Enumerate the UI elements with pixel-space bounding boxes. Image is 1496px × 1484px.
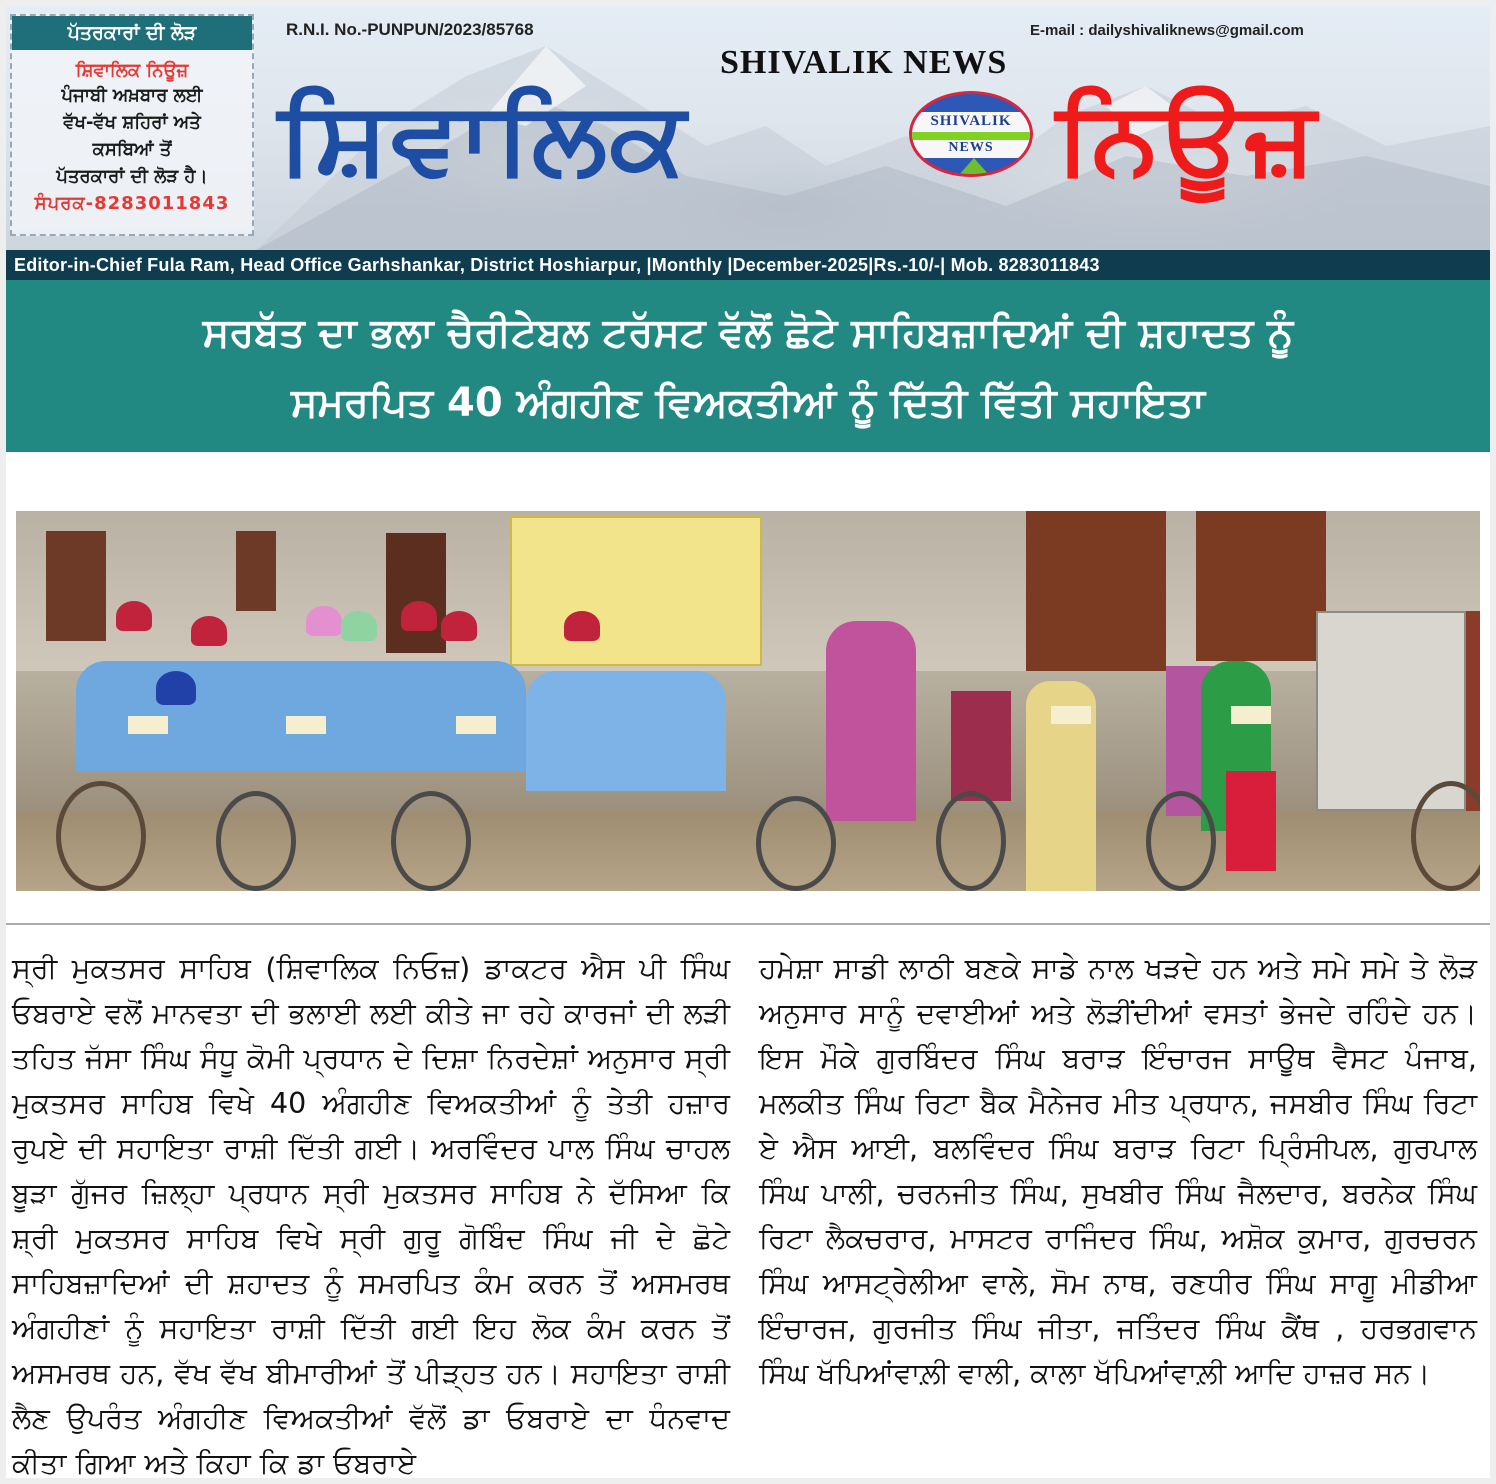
masthead	[6, 6, 1490, 250]
logo-text-news: NEWS	[948, 140, 994, 155]
recruitment-line: ਪੰਜਾਬੀ ਅਖ਼ਬਾਰ ਲਈ	[61, 85, 203, 106]
recruitment-contact: ਸੰਪਰਕ-8283011843	[34, 193, 230, 214]
headline-line-1: ਸਰਬੱਤ ਦਾ ਭਲਾ ਚੈਰੀਟੇਬਲ ਟਰੱਸਟ ਵੱਲੋਂ ਛੋਟੇ ਸਾਹਿਬਜ਼ਾਦਿਆਂ ਦੀ ਸ਼ਹਾਦਤ ਨੂੰ	[202, 310, 1294, 356]
section-divider	[6, 923, 1490, 925]
logo-text-shivalik: SHIVALIK	[930, 113, 1012, 129]
trust-banner	[510, 516, 762, 666]
newspaper-page	[6, 6, 1490, 1478]
recruitment-line: ਪੱਤਰਕਾਰਾਂ ਦੀ ਲੋੜ ਹੈ।	[56, 166, 208, 187]
recruitment-notice	[10, 14, 254, 236]
rni-number: R.N.I. No.-PUNPUN/2023/85768	[286, 20, 534, 39]
news-photo	[16, 511, 1480, 891]
recruitment-line: ਵੱਖ-ਵੱਖ ਸ਼ਹਿਰਾਂ ਅਤੇ	[63, 112, 201, 133]
publication-info-bar: Editor-in-Chief Fula Ram, Head Office Garhshankar, District Hoshiarpur, |Monthly |December-2025|Rs.-10/-| Mob. 8283011843	[6, 250, 1490, 280]
article-column-right: ਹਮੇਸ਼ਾ ਸਾਡੀ ਲਾਠੀ ਬਣਕੇ ਸਾਡੇ ਨਾਲ ਖੜਦੇ ਹਨ ਅਤੇ ਸਮੇ ਸਮੇ ਤੇ ਲੋੜ ਅਨੁਸਾਰ ਸਾਨੂੰ ਦਵਾਈਆਂ ਅਤੇ ਲੋੜੀਂਦੀਆਂ ਵਸਤਾਂ ਭੇਜਦੇ ਰਹਿੰਦੇ ਹਨ।ਇਸ ਮੌਕੇ ਗੁਰਬਿੰਦਰ ਸਿੰਘ ਬਰਾੜ ਇੰਚਾਰਜ ਸਾਊਥ ਵੈਸਟ ਪੰਜਾਬ, ਮਲਕੀਤ ਸਿੰਘ ਰਿਟਾ ਬੈਕ ਮੈਨੇਜਰ ਮੀਤ ਪ੍ਰਧਾਨ, ਜਸਬੀਰ ਸਿੰਘ ਰਿਟਾ ਏ ਐਸ ਆਈ, ਬਲਵਿੰਦਰ ਸਿੰਘ ਬਰਾੜ ਰਿਟਾ ਪ੍ਰਿੰਸੀਪਲ, ਗੁਰਪਾਲ ਸਿੰਘ ਪਾਲੀ, ਚਰਨਜੀਤ ਸਿੰਘ, ਸੁਖਬੀਰ ਸਿੰਘ ਜੈਲਦਾਰ, ਬਰਨੇਕ ਸਿੰਘ ਰਿਟਾ ਲੈਕਚਰਾਰ, ਮਾਸਟਰ ਰਾਜਿੰਦਰ ਸਿੰਘ, ਅਸ਼ੋਕ ਕੁਮਾਰ, ਗੁਰਚਰਨ ਸਿੰਘ ਆਸਟ੍ਰੇਲੀਆ ਵਾਲੇ, ਸੋਮ ਨਾਥ, ਰਣਧੀਰ ਸਿੰਘ ਸਾਗੂ ਮੀਡੀਆ ਇੰਚਾਰਜ, ਗੁਰਜੀਤ ਸਿੰਘ ਜੀਤਾ, ਜਤਿੰਦਰ ਸਿੰਘ ਕੈਂਥ , ਹਰਭਗਵਾਨ ਸਿੰਘ ਖੱਪਿਆਂਵਾਲ਼ੀ ਵਾਲੀ, ਕਾਲਾ ਖੱਪਿਆਂਵਾਲ਼ੀ ਆਦਿ ਹਾਜ਼ਰ ਸਨ।	[759, 952, 1477, 1390]
punjabi-title-shivalik: ਸ਼ਿਵਾਲਿਕ	[278, 79, 688, 196]
headline-banner	[6, 280, 1490, 452]
shivalik-news-logo	[909, 91, 1033, 177]
english-title: SHIVALIK NEWS	[720, 44, 1008, 81]
headline-line-2: ਸਮਰਪਿਤ 40 ਅੰਗਹੀਣ ਵਿਅਕਤੀਆਂ ਨੂੰ ਦਿੱਤੀ ਵਿੱਤੀ ਸਹਾਇਤਾ	[291, 380, 1205, 426]
recruitment-brand: ਸ਼ਿਵਾਲਿਕ ਨਿਊਜ਼	[75, 60, 189, 81]
logo-mountain-icon	[958, 158, 990, 176]
recruitment-line: ਕਸਬਿਆਂ ਤੋਂ	[92, 139, 172, 160]
article-column-left: ਸ੍ਰੀ ਮੁਕਤਸਰ ਸਾਹਿਬ (ਸ਼ਿਵਾਲਿਕ ਨਿਓਜ਼) ਡਾਕਟਰ ਐਸ ਪੀ ਸਿੰਘ ਓਬਰਾਏ ਵਲੋਂ ਮਾਨਵਤਾ ਦੀ ਭਲਾਈ ਲਈ ਕੀਤੇ ਜਾ ਰਹੇ ਕਾਰਜਾਂ ਦੀ ਲੜੀ ਤਹਿਤ ਜੱਸਾ ਸਿੰਘ ਸੰਧੂ ਕੋਮੀ ਪ੍ਰਧਾਨ ਦੇ ਦਿਸ਼ਾ ਨਿਰਦੇਸ਼ਾਂ ਅਨੁਸਾਰ ਸ੍ਰੀ ਮੁਕਤਸਰ ਸਾਹਿਬ ਵਿਖੇ 40 ਅੰਗਹੀਣ ਵਿਅਕਤੀਆਂ ਨੂੰ ਤੇਤੀ ਹਜ਼ਾਰ ਰੁਪਏ ਦੀ ਸਹਾਇਤਾ ਰਾਸ਼ੀ ਦਿੱਤੀ ਗਈ। ਅਰਵਿੰਦਰ ਪਾਲ ਸਿੰਘ ਚਾਹਲ ਬੂੜਾ ਗੁੱਜਰ ਜ਼ਿਲ੍ਹਾ ਪ੍ਰਧਾਨ ਸ੍ਰੀ ਮੁਕਤਸਰ ਸਾਹਿਬ ਨੇ ਦੱਸਿਆ ਕਿ ਸ਼੍ਰੀ ਮੁਕਤਸਰ ਸਾਹਿਬ ਵਿਖੇ ਸ੍ਰੀ ਗੁਰੂ ਗੋਬਿੰਦ ਸਿੰਘ ਜੀ ਦੇ ਛੋਟੇ ਸਾਹਿਬਜ਼ਾਦਿਆਂ ਦੀ ਸ਼ਹਾਦਤ ਨੂੰ ਸਮਰਪਿਤ ਕੰਮ ਕਰਨ ਤੋਂ ਅਸਮਰਥ ਅੰਗਹੀਣਾਂ ਨੂੰ ਸਹਾਇਤਾ ਰਾਸ਼ੀ ਦਿੱਤੀ ਗਈ ਇਹ ਲੋਕ ਕੰਮ ਕਰਨ ਤੋਂ ਅਸਮਰਥ ਹਨ, ਵੱਖ ਵੱਖ ਬੀਮਾਰੀਆਂ ਤੋਂ ਪੀੜ੍ਹਤ ਹਨ। ਸਹਾਇਤਾ ਰਾਸ਼ੀ ਲੈਣ ਉਪਰੰਤ ਅੰਗਹੀਣ ਵਿਅਕਤੀਆਂ ਵੱਲੋਂ ਡਾ ਓਬਰਾਏ ਦਾ ਧੰਨਵਾਦ ਕੀਤਾ ਗਿਆ ਅਤੇ ਕਿਹਾ ਕਿ ਡਾ ਓਬਰਾਏ	[12, 952, 730, 1480]
contact-email: E-mail : dailyshivaliknews@gmail.com	[1030, 22, 1304, 39]
punjabi-title-news: ਨਿਊਜ਼	[1056, 79, 1319, 196]
recruitment-heading: ਪੱਤਰਕਾਰਾਂ ਦੀ ਲੋੜ	[12, 16, 252, 50]
